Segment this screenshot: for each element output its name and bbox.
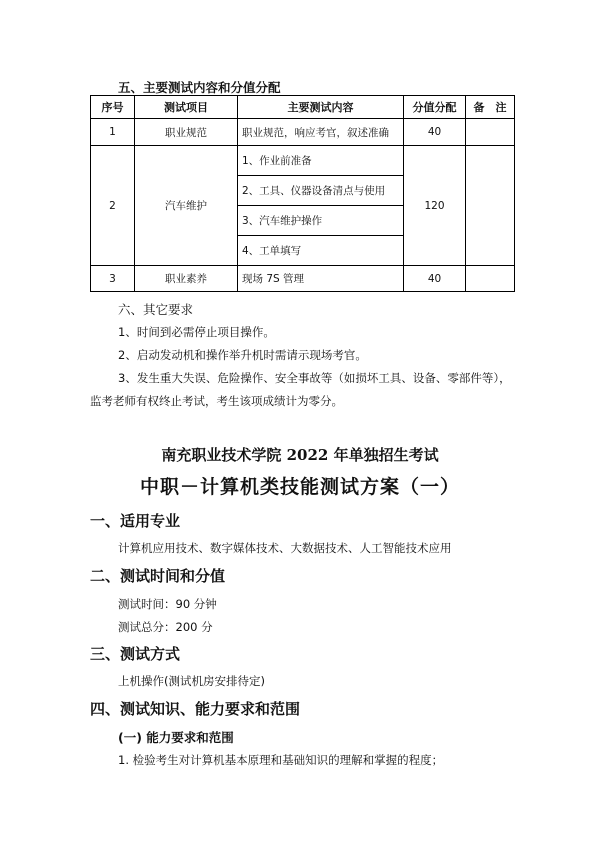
section4-title: 四、测试知识、能力要求和范围 xyxy=(90,700,301,718)
table-row xyxy=(91,266,515,292)
document-subtitle: 中职－计算机类技能测试方案（一） xyxy=(139,476,460,498)
cell-content: 职业规范，响应考官，叙述准确 xyxy=(238,119,404,146)
test-time: 测试时间：90 分钟 xyxy=(118,597,217,611)
header-no: 序号 xyxy=(91,96,135,119)
section3-text: 上机操作(测试机房安排待定) xyxy=(118,674,265,688)
table-row xyxy=(91,146,515,176)
cell-score: 40 xyxy=(404,266,466,292)
section4-item: 1. 检验考生对计算机基本原理和基础知识的理解和掌握的程度； xyxy=(118,753,444,767)
requirement-item: 2、启动发动机和操作举升机时需请示现场考官。 xyxy=(118,348,367,362)
cell-content: 1、作业前准备 xyxy=(238,146,404,176)
table-row xyxy=(91,119,515,146)
requirement-item: 3、发生重大失误、危险操作、安全事故等（如损坏工具、设备、零部件等）， xyxy=(118,371,511,385)
test-total: 测试总分：200 分 xyxy=(118,620,213,634)
requirement-item: 监考老师有权终止考试，考生该项成绩计为零分。 xyxy=(90,394,343,408)
cell-no: 2 xyxy=(91,146,135,266)
cell-no: 3 xyxy=(91,266,135,292)
cell-no: 1 xyxy=(91,119,135,146)
document-title: 南充职业技术学院 2022 年单独招生考试 xyxy=(161,446,439,464)
cell-note xyxy=(466,266,515,292)
cell-score: 40 xyxy=(404,119,466,146)
section1-title: 一、适用专业 xyxy=(90,512,181,530)
requirement-item: 1、时间到必需停止项目操作。 xyxy=(118,325,275,339)
cell-content: 3、汽车维护操作 xyxy=(238,206,404,236)
section2-title: 二、测试时间和分值 xyxy=(90,567,226,585)
header-item: 测试项目 xyxy=(135,96,238,119)
header-note: 备 注 xyxy=(466,96,515,119)
cell-content: 4、工单填写 xyxy=(238,236,404,266)
header-content: 主要测试内容 xyxy=(238,96,404,119)
cell-note xyxy=(466,119,515,146)
section6-title: 六、其它要求 xyxy=(118,302,194,317)
section5-title: 五、主要测试内容和分值分配 xyxy=(118,80,281,95)
cell-item: 汽车维护 xyxy=(135,146,238,266)
section4-subtitle: (一) 能力要求和范围 xyxy=(118,730,234,745)
cell-note xyxy=(466,146,515,266)
cell-score: 120 xyxy=(404,146,466,266)
cell-content: 现场 7S 管理 xyxy=(238,266,404,292)
cell-item: 职业规范 xyxy=(135,119,238,146)
section1-text: 计算机应用技术、数字媒体技术、大数据技术、人工智能技术应用 xyxy=(118,541,452,555)
score-table xyxy=(90,95,515,292)
section3-title: 三、测试方式 xyxy=(90,645,181,663)
cell-content: 2、工具、仪器设备清点与使用 xyxy=(238,176,404,206)
table-header-row xyxy=(91,96,515,119)
header-score: 分值分配 xyxy=(404,96,466,119)
cell-item: 职业素养 xyxy=(135,266,238,292)
